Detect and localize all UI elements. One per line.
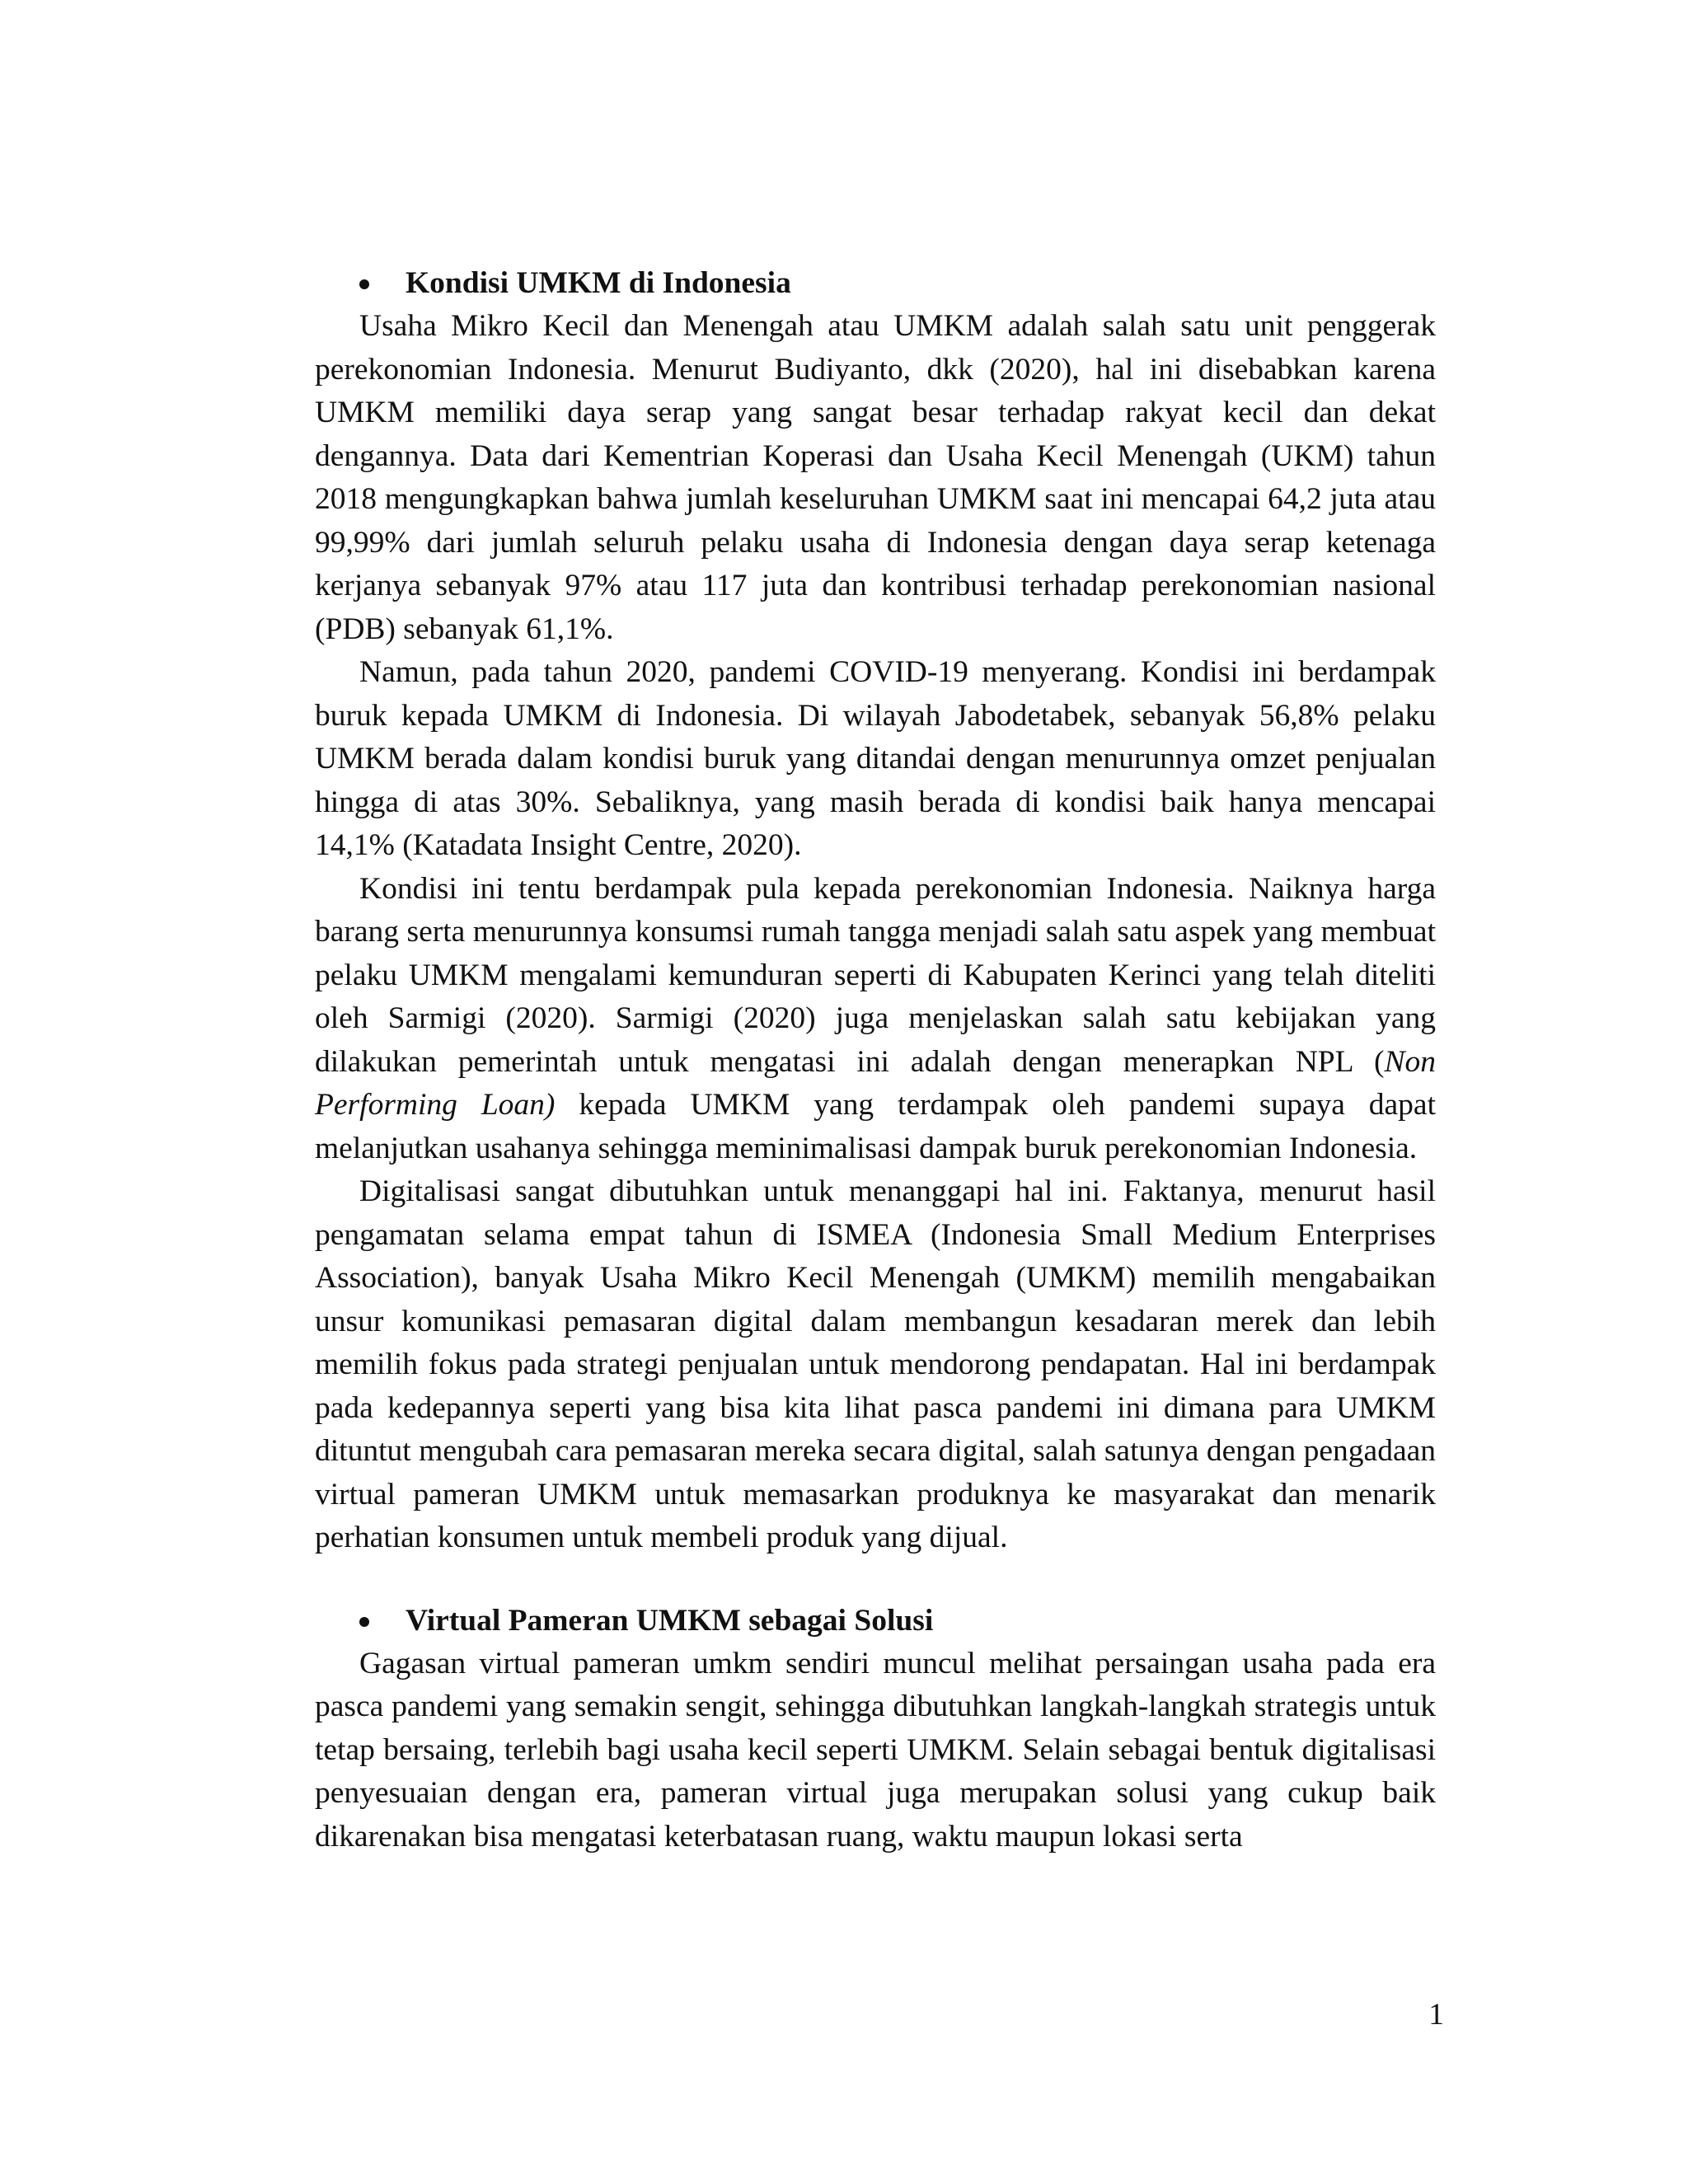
paragraph-text: kepada UMKM yang terdampak oleh pandemi supaya dapat melanjutkan usahanya sehingga meminimalisasi dampak buruk perekonomian Indonesia.: [315, 1088, 1436, 1165]
paragraph: [315, 1643, 1436, 1859]
paragraph: [315, 1170, 1436, 1560]
paragraph-text: Digitalisasi sangat dibutuhkan untuk menanggapi hal ini. Faktanya, menurut hasil pengamatan selama empat tahun di ISMEA (Indonesia Small Medium Enterprises Association), banyak Usaha Mikro Kecil Menengah (UMKM) memilih mengabaikan unsur komunikasi pemasaran digital dalam membangun kesadaran merek dan lebih memilih fokus pada strategi penjualan untuk mendorong pendapatan. Hal ini berdampak pada kedepannya seperti yang bisa kita lihat pasca pandemi ini dimana para UMKM dituntut mengubah cara pemasaran mereka secara digital, salah satunya dengan pengadaan virtual pameran UMKM untuk memasarkan produknya ke masyarakat dan menarik perhatian konsumen untuk membeli produk yang dijual.: [315, 1174, 1436, 1554]
paragraph: [315, 651, 1436, 868]
paragraph-text: Usaha Mikro Kecil dan Menengah atau UMKM adalah salah satu unit penggerak perekonomian Indonesia. Menurut Budiyanto, dkk (2020), hal ini disebabkan karena UMKM memiliki daya serap yang sangat besar terhadap rakyat kecil dan dekat dengannya. Data dari Kementrian Koperasi dan Usaha Kecil Menengah (UKM) tahun 2018 mengungkapkan bahwa jumlah keseluruhan UMKM saat ini mencapai 64,2 juta atau 99,99% dari jumlah seluruh pelaku usaha di Indonesia dengan daya serap ketenaga kerjanya sebanyak 97% atau 117 juta dan kontribusi terhadap perekonomian nasional (PDB) sebanyak 61,1%.: [315, 309, 1436, 646]
section-gap: [315, 1560, 1436, 1600]
bullet-icon: [359, 279, 369, 289]
paragraph-text: Gagasan virtual pameran umkm sendiri muncul melihat persaingan usaha pada era pasca pandemi yang semakin sengit, sehingga dibutuhkan langkah-langkah strategis untuk tetap bersaing, terlebih bagi usaha kecil seperti UMKM. Selain sebagai bentuk digitalisasi penyesuaian dengan era, pameran virtual juga merupakan solusi yang cukup baik dikarenakan bisa mengatasi keterbatasan ruang, waktu maupun lokasi serta: [315, 1646, 1436, 1854]
bullet-icon: [359, 1617, 369, 1627]
paragraph: [315, 305, 1436, 651]
section-heading-text: Kondisi UMKM di Indonesia: [406, 266, 791, 300]
italic-term: Non Performing Loan): [315, 1044, 1436, 1122]
page-number: 1: [1428, 1998, 1444, 2032]
section-heading-text: Virtual Pameran UMKM sebagai Solusi: [406, 1603, 934, 1638]
section-heading-virtual-pameran: [315, 1600, 1436, 1643]
document-body: [315, 262, 1436, 1858]
paragraph-text: Namun, pada tahun 2020, pandemi COVID-19 menyerang. Kondisi ini berdampak buruk kepada UMKM di Indonesia. Di wilayah Jabodetabek, sebanyak 56,8% pelaku UMKM berada dalam kondisi buruk yang ditandai dengan menurunnya omzet penjualan hingga di atas 30%. Sebaliknya, yang masih berada di kondisi baik hanya mencapai 14,1% (Katadata Insight Centre, 2020).: [315, 655, 1436, 862]
paragraph: [315, 868, 1436, 1171]
paragraph-text: Kondisi ini tentu berdampak pula kepada perekonomian Indonesia. Naiknya harga barang serta menurunnya konsumsi rumah tangga menjadi salah satu aspek yang membuat pelaku UMKM mengalami kemunduran seperti di Kabupaten Kerinci yang telah diteliti oleh Sarmigi (2020). Sarmigi (2020) juga menjelaskan salah satu kebijakan yang dilakukan pemerintah untuk mengatasi ini adalah dengan menerapkan NPL (: [315, 871, 1436, 1079]
section-heading-kondisi-umkm: [315, 262, 1436, 305]
